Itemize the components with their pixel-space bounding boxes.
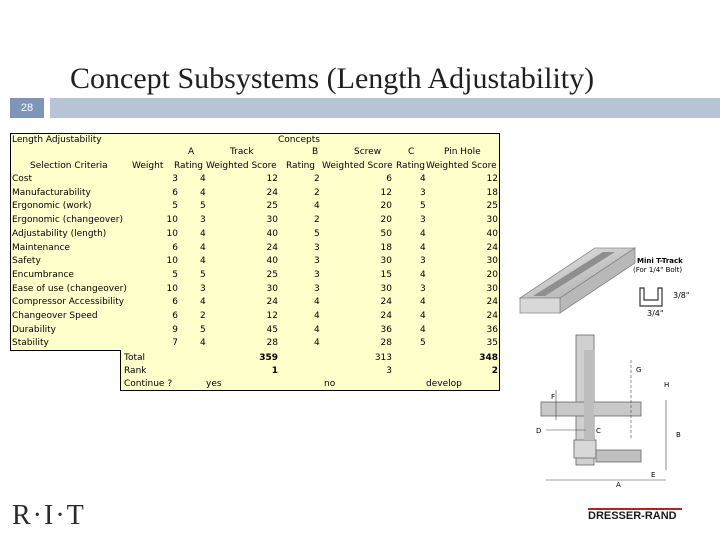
table-cell-weight: 6 <box>172 311 178 321</box>
drawing-label-c: C <box>596 427 601 435</box>
table-cell-b-w: 30 <box>380 256 392 267</box>
table-cell-c-w: 30 <box>486 215 498 226</box>
table-cell-a-r: 4 <box>200 338 206 349</box>
table-cell-c-w: 25 <box>486 201 498 212</box>
rank-b: 3 <box>386 366 392 376</box>
table-cell-b-r: 2 <box>314 174 320 184</box>
table-cell-a-r: 4 <box>200 297 206 308</box>
table-cell-b-r: 4 <box>314 297 320 308</box>
table-cell-b-w: 20 <box>380 215 392 226</box>
rank-c: 2 <box>491 366 498 376</box>
header-c-weighted: Weighted Score <box>426 161 497 171</box>
header-b-rating: Rating <box>286 161 316 171</box>
table-cell-c-w: 40 <box>486 228 498 239</box>
table-cell-c-r: 3 <box>420 215 426 226</box>
table-cell-a-r: 5 <box>200 201 206 212</box>
table-cell-c-r: 3 <box>420 283 426 294</box>
border-left-top <box>10 133 11 351</box>
table-cell-b-r: 3 <box>314 242 320 253</box>
drawing-label-h: H <box>664 381 670 389</box>
total-b: 313 <box>374 353 392 363</box>
table-cell-a-r: 3 <box>200 215 206 226</box>
table-cell-b-w: 28 <box>380 338 392 349</box>
table-cell-criteria: Ergonomic (changeover) <box>12 215 123 226</box>
table-cell-c-w: 24 <box>486 297 498 308</box>
table-cell-b-r: 3 <box>314 256 320 267</box>
track-title-line1: Mini T-Track <box>637 257 683 265</box>
table-cell-c-w: 30 <box>486 283 498 294</box>
table-cell-c-w: 30 <box>486 256 498 267</box>
table-cell-criteria: Cost <box>12 174 33 184</box>
table-cell-weight: 5 <box>172 201 178 212</box>
table-cell-weight: 5 <box>172 269 178 280</box>
table-cell-a-w: 24 <box>266 297 278 308</box>
table-cell-b-w: 50 <box>380 228 392 239</box>
table-cell-b-r: 4 <box>314 324 320 335</box>
table-cell-b-r: 3 <box>314 283 320 294</box>
table-cell-b-r: 3 <box>314 269 320 280</box>
table-cell-a-w: 12 <box>266 174 278 184</box>
table-cell-criteria: Ergonomic (work) <box>12 201 92 212</box>
table-cell-b-w: 6 <box>386 174 392 184</box>
header-bar <box>50 98 720 118</box>
header-c-rating: Rating <box>396 161 426 171</box>
table-cell-c-w: 12 <box>486 174 498 184</box>
table-cell-b-r: 4 <box>314 338 320 349</box>
table-cell-weight: 6 <box>172 242 178 253</box>
table-cell-b-w: 12 <box>380 187 392 198</box>
table-cell-a-r: 4 <box>200 228 206 239</box>
track-profile-icon <box>640 288 662 306</box>
table-cell-c-r: 3 <box>420 256 426 267</box>
table-cell-a-w: 40 <box>266 256 278 267</box>
drawing-label-d: D <box>536 427 542 435</box>
table-cell-a-w: 28 <box>266 338 278 349</box>
table-cell-criteria: Compressor Accessibility <box>12 297 125 308</box>
table-cell-a-r: 4 <box>200 174 206 184</box>
rank-label: Rank <box>124 366 147 376</box>
table-cell-c-r: 4 <box>420 228 426 239</box>
table-cell-a-w: 25 <box>266 269 278 280</box>
table-cell-a-w: 25 <box>266 201 278 212</box>
table-cell-b-w: 15 <box>380 269 392 280</box>
border-top <box>10 133 500 134</box>
header-a-weighted: Weighted Score <box>206 161 277 171</box>
table-cell-c-w: 20 <box>486 269 498 280</box>
table-cell-weight: 6 <box>172 187 178 198</box>
table-cell-a-r: 3 <box>200 283 206 294</box>
table-cell-c-r: 4 <box>420 269 426 280</box>
table-cell-c-r: 4 <box>420 297 426 308</box>
section-title: Length Adjustability <box>12 135 102 145</box>
concept-b-letter: B <box>312 147 319 157</box>
total-c: 348 <box>479 353 498 363</box>
table-cell-c-w: 24 <box>486 242 498 253</box>
table-cell-weight: 10 <box>166 228 178 239</box>
bracket-technical-drawing <box>536 330 696 490</box>
table-cell-weight: 10 <box>166 256 178 267</box>
border-bottom <box>120 390 500 391</box>
drawing-label-a: A <box>616 481 621 489</box>
table-cell-weight: 10 <box>166 283 178 294</box>
drawing-label-e: E <box>651 471 656 479</box>
rank-a: 1 <box>271 366 278 376</box>
table-cell-b-w: 24 <box>380 311 392 321</box>
decision-b: no <box>324 379 336 389</box>
header-b-weighted: Weighted Score <box>322 161 393 171</box>
decision-c: develop <box>426 379 462 389</box>
table-cell-c-r: 4 <box>420 242 426 253</box>
table-cell-criteria: Durability <box>12 324 56 335</box>
table-cell-c-r: 4 <box>420 311 426 321</box>
table-cell-a-r: 5 <box>200 269 206 280</box>
concepts-label: Concepts <box>278 135 320 145</box>
track-dim-height: 3/8" <box>673 291 690 300</box>
table-cell-b-r: 4 <box>314 311 320 321</box>
drawing-label-b: B <box>676 431 681 439</box>
border-left-totals <box>120 351 121 391</box>
table-cell-c-r: 5 <box>420 338 426 349</box>
table-cell-a-r: 2 <box>200 311 206 321</box>
table-cell-c-w: 36 <box>486 324 498 335</box>
table-cell-a-w: 30 <box>266 283 278 294</box>
concept-b-name: Screw <box>354 147 382 157</box>
table-cell-criteria: Manufacturability <box>12 187 91 198</box>
concept-c-letter: C <box>408 147 415 157</box>
t-track-photo <box>515 228 690 328</box>
decision-a: yes <box>206 379 222 389</box>
table-cell-b-r: 5 <box>314 228 320 239</box>
table-cell-b-r: 2 <box>314 215 320 226</box>
header-criteria: Selection Criteria <box>30 161 108 171</box>
continue-label: Continue ? <box>124 379 173 389</box>
table-cell-criteria: Maintenance <box>12 242 70 253</box>
slide-title: Concept Subsystems (Length Adjustability) <box>70 62 595 95</box>
rit-logo: R·I·T <box>12 500 86 531</box>
table-cell-c-r: 5 <box>420 201 426 212</box>
header-weight: Weight <box>132 161 164 171</box>
table-cell-b-w: 20 <box>380 201 392 212</box>
table-cell-criteria: Ease of use (changeover) <box>12 283 127 294</box>
table-cell-a-w: 45 <box>266 324 278 335</box>
table-cell-b-w: 36 <box>380 324 392 335</box>
total-a: 359 <box>259 353 278 363</box>
table-cell-a-r: 5 <box>200 324 206 335</box>
table-cell-b-r: 4 <box>314 201 320 212</box>
track-dim-width: 3/4" <box>647 309 664 318</box>
drawing-label-f: F <box>551 393 556 401</box>
table-cell-c-w: 35 <box>486 338 498 349</box>
slide-number: 28 <box>10 98 44 118</box>
table-cell-c-r: 4 <box>420 324 426 335</box>
table-cell-a-w: 12 <box>266 311 278 321</box>
table-cell-c-r: 3 <box>420 187 426 198</box>
table-cell-criteria: Encumbrance <box>12 269 74 280</box>
table-cell-c-r: 4 <box>420 174 426 184</box>
total-label: Total <box>124 353 146 363</box>
concept-a-name: Track <box>230 147 254 157</box>
table-cell-a-w: 24 <box>266 187 278 198</box>
table-cell-b-w: 18 <box>380 242 392 253</box>
table-cell-weight: 9 <box>172 324 178 335</box>
header-a-rating: Rating <box>174 161 204 171</box>
table-cell-criteria: Stability <box>12 338 49 349</box>
border-right <box>499 133 500 391</box>
table-cell-b-r: 2 <box>314 187 320 198</box>
concept-c-name: Pin Hole <box>444 147 481 157</box>
track-title-line2: (For 1/4" Bolt) <box>633 266 683 274</box>
table-cell-a-r: 4 <box>200 256 206 267</box>
table-cell-weight: 7 <box>172 338 178 349</box>
table-cell-criteria: Safety <box>12 256 41 267</box>
concept-a-letter: A <box>188 147 195 157</box>
table-cell-a-w: 40 <box>266 228 278 239</box>
table-cell-a-r: 4 <box>200 242 206 253</box>
drawing-label-g: G <box>636 366 642 374</box>
table-cell-c-w: 18 <box>486 187 498 198</box>
border-mid <box>10 350 121 351</box>
scoring-table <box>10 133 500 391</box>
table-cell-weight: 3 <box>172 174 178 184</box>
dresser-rand-logo: DRESSER-RAND <box>588 510 677 522</box>
table-cell-criteria: Changeover Speed <box>12 311 98 321</box>
table-cell-weight: 10 <box>166 215 178 226</box>
table-cell-a-w: 24 <box>266 242 278 253</box>
table-cell-a-w: 30 <box>266 215 278 226</box>
table-cell-criteria: Adjustability (length) <box>12 228 107 239</box>
table-cell-b-w: 24 <box>380 297 392 308</box>
table-cell-weight: 6 <box>172 297 178 308</box>
table-cell-b-w: 30 <box>380 283 392 294</box>
table-cell-c-w: 24 <box>486 311 498 321</box>
table-cell-a-r: 4 <box>200 187 206 198</box>
